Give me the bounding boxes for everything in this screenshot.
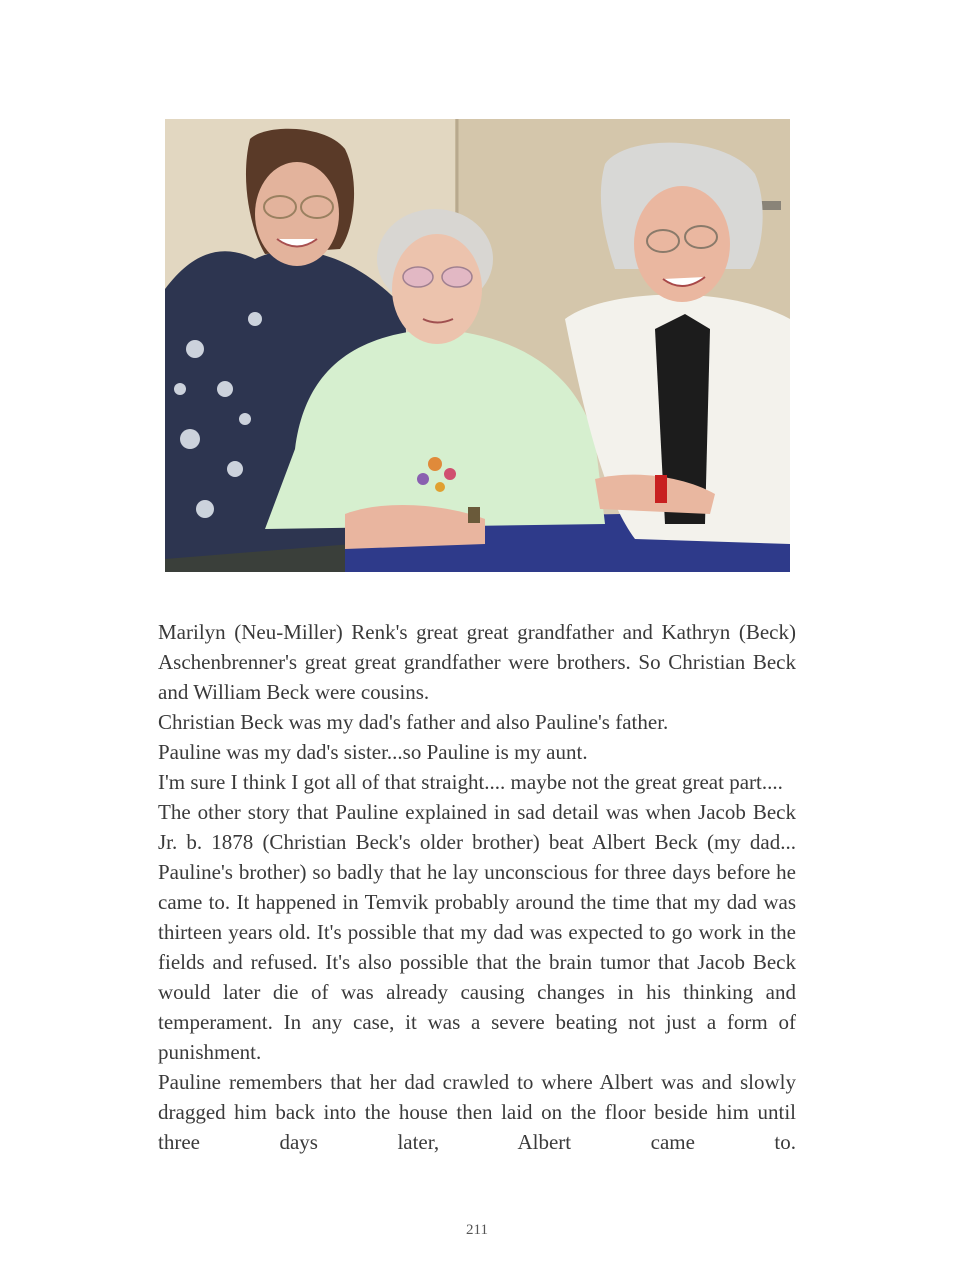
paragraph: Christian Beck was my dad's father and also Pauline's father. [158, 710, 669, 734]
page-number: 211 [466, 1222, 488, 1238]
paragraph: Pauline was my dad's sister...so Pauline is my aunt. [158, 740, 588, 764]
photo [165, 119, 790, 572]
paragraph: The other story that Pauline explained in sad detail was when Jacob Beck Jr. b. 1878 (Christian Beck's older brother) beat Albert Beck (my dad... Pauline's brother) so badly that he lay unconscious for three days before he came to. It happened in Temvik probably around the time that my dad was thirteen years old. It's possible that my dad was expected to go work in the fields and refused. It's also possible that the brain tumor that Jacob Beck would later die of was already causing changes in his thinking and temperament. In any case, it was a severe beating not just a form of punishment. [158, 800, 796, 1064]
paragraph: Pauline remembers that her dad crawled to where Albert was and slowly dragged him back into the house then laid on the floor beside him until three days later, Albert came to. [158, 1070, 796, 1154]
paragraph: I'm sure I think I got all of that straight.... maybe not the great great part.... [158, 770, 783, 794]
paragraph: Marilyn (Neu-Miller) Renk's great great grandfather and Kathryn (Beck) Aschenbrenner's great great grandfather were brothers. So Christian Beck and William Beck were cousins. [158, 620, 796, 704]
body-text [158, 617, 796, 1157]
